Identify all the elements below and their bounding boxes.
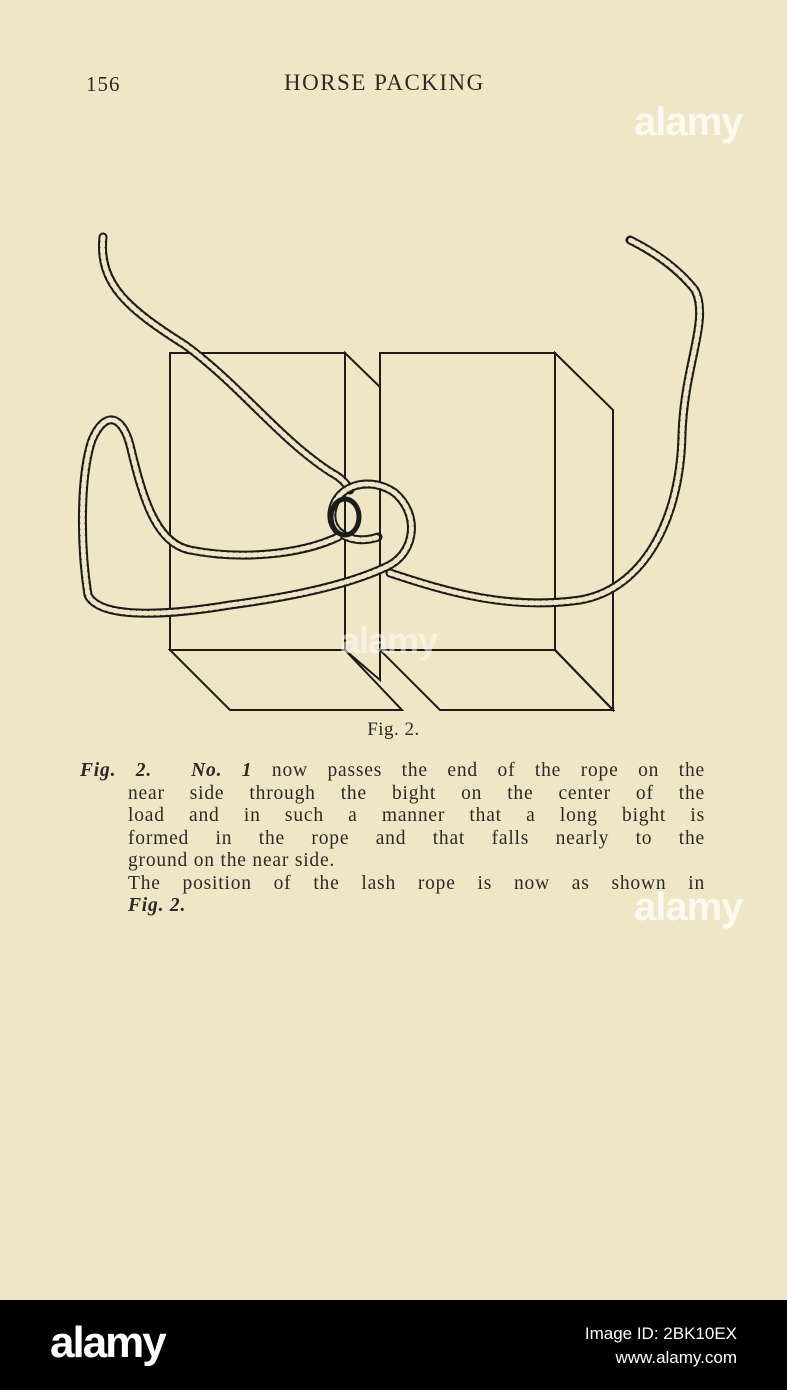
watermark-middle: alamy	[634, 885, 743, 929]
body-line-1-text: now passes the end of the rope on the	[271, 760, 705, 781]
figure-caption: Fig. 2.	[367, 719, 420, 740]
site-url: www.alamy.com	[615, 1348, 737, 1367]
stock-footer-bar	[0, 1300, 787, 1390]
watermark-top: alamy	[634, 100, 743, 144]
image-id-block	[585, 1322, 737, 1370]
body-line-1	[80, 760, 705, 783]
number-ref-label: No. 1	[191, 760, 253, 781]
body-line-7	[80, 895, 705, 918]
body-line-3: load and in such a manner that a long bight is	[128, 805, 705, 826]
body-line-2: near side through the bight on the center of the	[128, 782, 705, 804]
body-line-5: ground on the near side.	[128, 850, 336, 871]
image-id: Image ID: 2BK10EX	[584, 1324, 737, 1343]
figure-ref-label: Fig. 2.	[80, 760, 153, 781]
alamy-logo: alamy	[50, 1318, 165, 1367]
body-line-4: formed in the rope and that falls nearly to the	[128, 827, 705, 849]
right-box-side	[555, 353, 613, 710]
watermark-center: alamy	[340, 620, 438, 661]
body-paragraph	[80, 760, 705, 918]
body-line-6: The position of the lash rope is now as shown in	[128, 872, 705, 894]
figure-ref-inline: Fig. 2.	[128, 895, 187, 916]
page-number: 156	[86, 72, 121, 96]
running-head: HORSE PACKING	[284, 70, 485, 95]
rope-left-end	[102, 237, 350, 490]
